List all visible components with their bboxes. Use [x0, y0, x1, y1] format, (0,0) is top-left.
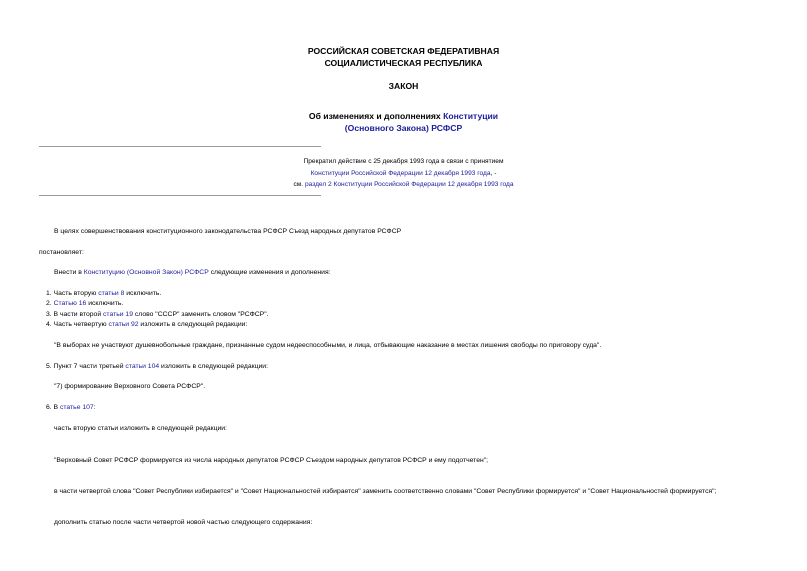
divider-top [39, 146, 321, 147]
constitution-link[interactable]: Конституции [443, 111, 499, 121]
item6-clause-b: в части четвертой слова "Совет Республики избирается" и "Совет Национальностей избирается" заменить соответственно словами "Совет Республики формируется" и "Совет Национальностей формируется"; [54, 488, 717, 495]
item4-prefix: 4. Часть четвертую [46, 321, 109, 328]
article-8-link[interactable]: статьи 8 [98, 290, 125, 297]
heading-line-1: РОССИЙСКАЯ СОВЕТСКАЯ ФЕДЕРАТИВНАЯ [307, 46, 500, 56]
item6-tail: : [93, 404, 96, 411]
item5-quote: "7) формирование Верховного Совета РСФСР". [54, 383, 206, 390]
item3-prefix: 3. В части второй [46, 311, 104, 318]
list-item-1 [46, 290, 161, 297]
law-subject-line-2[interactable]: (Основного Закона) РСФСР [344, 123, 463, 133]
repeal-note-line-3 [0, 181, 807, 188]
repeal-note-line-2 [0, 170, 807, 177]
intro-paragraph [54, 269, 331, 276]
item3-tail: слово "СССР" заменить словом "РСФСР". [133, 311, 269, 318]
article-107-link[interactable]: статье 107 [59, 404, 94, 411]
list-item-3 [46, 311, 269, 318]
item4-quote: "В выборах не участвуют душевнобольные граждане, признанные судом недееспособными, и лица, отбывающие наказание в местах лишения свободы по приговору суда". [54, 342, 602, 349]
constitution-rsfsr-link[interactable]: Конституцию (Основной Закон) РСФСР [83, 269, 209, 276]
item6-prefix: 6. В [46, 404, 60, 411]
repeal-note-see: см. [293, 181, 305, 188]
list-item-2 [46, 300, 123, 307]
item1-prefix: 1. Часть вторую [46, 290, 99, 297]
repeal-note-tail: , - [490, 170, 497, 177]
item5-prefix: 5. Пункт 7 части третьей [46, 363, 126, 370]
intro-tail: следующие изменения и дополнения: [208, 269, 331, 276]
item6-clause-c: дополнить статью после части четвертой новой частью следующего содержания: [54, 519, 313, 526]
list-item-5 [46, 363, 268, 370]
article-16-link[interactable]: Статью 16 [53, 300, 87, 307]
preamble: В целях совершенствования конституционного законодательства РСФСР Съезд народных депутатов РСФСР [54, 228, 402, 235]
item1-tail: исключить. [124, 290, 162, 297]
resolves: постановляет: [39, 249, 84, 256]
law-subject-line-1 [0, 111, 807, 121]
item4-tail: изложить в следующей редакции: [138, 321, 248, 328]
constitution-1993-link[interactable]: Конституции Российской Федерации 12 декабря 1993 года [310, 170, 491, 177]
section2-link[interactable]: раздел 2 Конституции Российской Федерации 12 декабря 1993 года [304, 181, 514, 188]
article-104-link[interactable]: статьи 104 [125, 363, 160, 370]
article-92-link[interactable]: статьи 92 [108, 321, 139, 328]
item6-quote: "Верховный Совет РСФСР формируется из числа народных депутатов РСФСР Съездом народных депутатов РСФСР и ему подотчетен"; [54, 457, 489, 464]
list-item-6 [46, 404, 96, 411]
article-19-link[interactable]: статьи 19 [103, 311, 133, 318]
heading-line-2: СОЦИАЛИСТИЧЕСКАЯ РЕСПУБЛИКА [324, 58, 483, 68]
item2-prefix: 2. [46, 300, 54, 307]
law-heading: ЗАКОН [388, 81, 419, 91]
intro-prefix: Внести в [54, 269, 84, 276]
item5-tail: изложить в следующей редакции: [159, 363, 268, 370]
repeal-note-line-1: Прекратил действие с 25 декабря 1993 года в связи с принятием [303, 158, 504, 165]
item6-clause-a: часть вторую статьи изложить в следующей редакции: [54, 425, 227, 432]
list-item-4 [46, 321, 247, 328]
divider-bottom [39, 195, 321, 196]
item2-tail: исключить. [86, 300, 124, 307]
law-subject-prefix: Об изменениях и дополнениях [308, 111, 444, 121]
